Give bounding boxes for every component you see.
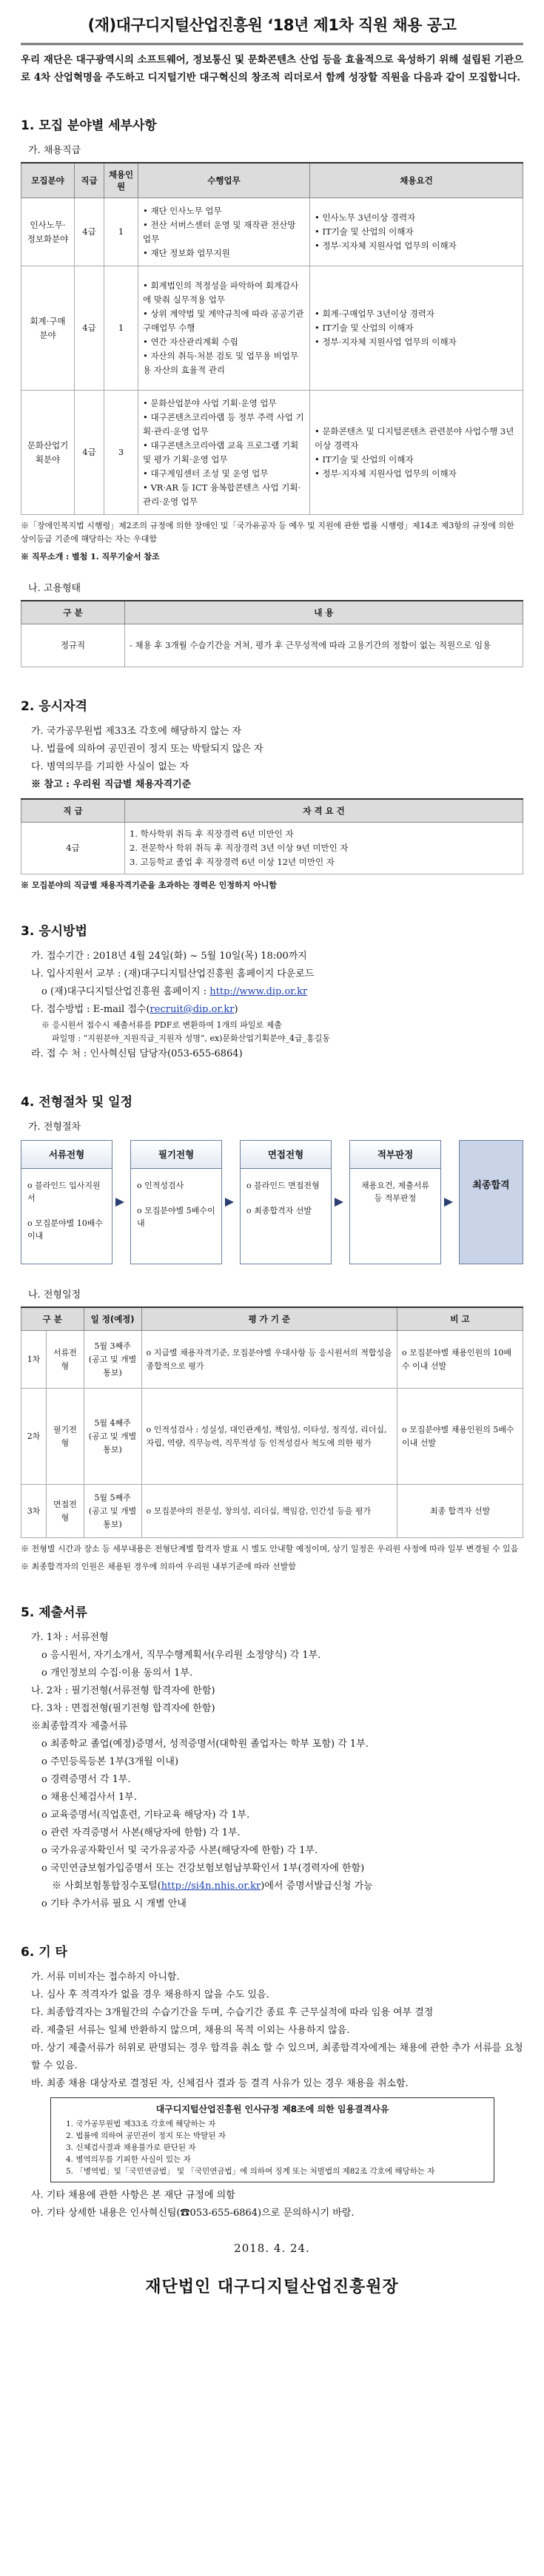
document-item: 나. 2차 : 필기전형(서류전형 합격자에 한함) — [31, 1685, 215, 1696]
table-row — [21, 624, 523, 667]
row-grade: 4급 — [75, 266, 104, 391]
section-1-heading: 1. 모집 분야별 세부사항 — [21, 118, 157, 133]
step-eligibility — [349, 1140, 441, 1264]
q-item: 2. 전문학사 학위 취득 후 직장경력 3년 이상 9년 미만인 자 — [130, 843, 349, 853]
sched-date: 5월 3째주 (공고 및 개별통보) — [84, 1331, 141, 1389]
application-form: 나. 입사지원서 교부 : (재)대구디지털산업진흥원 홈페이지 다운로드 — [31, 968, 315, 980]
step-body: o 블라인드 입사지원서 o 모집분야별 10배수이내 — [27, 1181, 103, 1241]
disqualification-item: 1. 국가공무원법 제33조 각호에 해당하는 자 — [66, 2120, 216, 2128]
row-count: 3 — [104, 391, 138, 515]
disqualification-title: 대구디지털산업진흥원 인사규정 제8조에 의한 임용결격사유 — [155, 2104, 389, 2114]
sched-date: 5월 5째주 (공고 및 개별통보) — [84, 1485, 141, 1538]
sched-col-crit: 평 가 기 준 — [141, 1307, 397, 1331]
table-row — [21, 391, 523, 515]
homepage-link[interactable]: http://www.dip.or.kr — [209, 986, 308, 997]
misc-item: 마. 상기 제출서류가 허위로 판명되는 경우 합격을 취소 할 수 있으며, 최종합격자에게는 채용에 관한 추가 서류를 요청할 수 있음. — [31, 2043, 523, 2071]
step-final-label: 최종합격 — [472, 1180, 510, 1191]
q-grade: 4급 — [21, 823, 125, 874]
sched-name: 필기전형 — [47, 1389, 84, 1485]
q-items — [125, 823, 523, 874]
sched-crit: o 지급별 채용자격기준, 모집분야별 우대사항 등 응시원서의 적합성을 종합적으로 평가 — [141, 1331, 397, 1389]
table-row — [21, 266, 523, 391]
sched-col-date: 일 정(예정) — [84, 1307, 141, 1331]
document-item: o 관련 자격증명서 사본(해당자에 한함) 각 1부. — [41, 1827, 241, 1838]
sched-col-note: 비 고 — [397, 1307, 523, 1331]
step-written — [130, 1140, 222, 1264]
document-item: 가. 1차 : 서류전형 — [31, 1632, 109, 1643]
row-field: 인사노무·정보화분야 — [21, 198, 75, 266]
filename-note: 파일명 : “지원분야_지원직급_지원자 성명”, ex)문화산업기획분야_4급_홍길동 — [52, 1034, 330, 1043]
disqualification-item: 3. 신체검사결과 채용불가로 판단된 자 — [66, 2143, 196, 2152]
disqualification-box — [50, 2097, 494, 2182]
sched-date: 5월 4째주 (공고 및 개별통보) — [84, 1389, 141, 1485]
document-item: o 주민등록등본 1부(3개월 이내) — [41, 1756, 179, 1767]
section-1a-label: 가. 채용직급 — [28, 145, 81, 156]
disability-note: ※「장애인복지법 시행령」제2조의 규정에 의한 장애인 및「국가유공자 등 예우 및 지원에 관한 법률 시행령」제14조 제3항의 규정에 의한 상이등급 기준에 해당하는 자는 우대함 — [21, 521, 514, 544]
arrow-right-icon — [443, 1195, 457, 1210]
table-row — [21, 1485, 523, 1538]
homepage-label: o (재)대구디지털산업진흥원 홈페이지 : — [41, 986, 210, 997]
step-title: 서류전형 — [21, 1141, 112, 1169]
document-item: o 최종학교 졸업(예정)증명서, 성적증명서(대학원 졸업자는 학부 포함) 각 1부. — [41, 1739, 369, 1750]
col-duties: 수행업무 — [138, 163, 310, 198]
emp-desc: - 채용 후 3개월 수습기간을 거쳐, 평가 후 근무성적에 따라 고용기간의 정함이 없는 직원으로 임용 — [125, 624, 523, 667]
row-grade: 4급 — [75, 391, 104, 515]
email-link[interactable]: recruit@dip.or.kr — [150, 1004, 235, 1015]
misc-item: 나. 심사 후 적격자가 없을 경우 채용하지 않을 수도 있음. — [31, 1989, 269, 2000]
q-item: 3. 고등학교 졸업 후 직장경력 6년 이상 12년 미만인 자 — [130, 857, 335, 867]
schedule-table — [21, 1306, 523, 1538]
emp-type: 정규직 — [21, 624, 125, 667]
step-body: o 블라인드 면접전형 o 최종합격자 선발 — [246, 1181, 320, 1215]
document-item: o 응시원서, 자기소개서, 직무수행계획서(우리원 소정양식) 각 1부. — [41, 1650, 321, 1661]
sched-no: 1차 — [21, 1331, 47, 1389]
document-item: o 국가유공자확인서 및 국가유공자증 사본(해당자에 한함) 각 1부. — [41, 1845, 318, 1856]
document-item: o 개인정보의 수집·이용 동의서 1부. — [41, 1668, 193, 1679]
qualification-reference: ※ 참고 : 우리원 직급별 채용자격기준 — [31, 779, 192, 790]
col-count: 채용인원 — [104, 163, 138, 198]
homepage-line — [21, 983, 523, 1001]
misc-item: 가. 서류 미비자는 접수하지 아니함. — [31, 1972, 180, 1983]
sched-note: 최종 합격자 선발 — [397, 1485, 523, 1538]
table-row — [21, 198, 523, 266]
grade-criteria-table — [21, 798, 523, 874]
row-count: 1 — [104, 266, 138, 391]
sched-note: o 모집분야별 채용인원의 10배수 이내 선발 — [397, 1331, 523, 1389]
documents-list — [21, 1629, 523, 1878]
disqualification-item: 5. 「병역법」및「국민연금법」 및 「국민연금법」에 의하여 징계 또는 처벌법의 제82조 각호에 해당하는 자 — [66, 2167, 435, 2176]
document-item: o 경력증명서 각 1부. — [41, 1774, 131, 1785]
misc-item: 바. 최종 채용 대상자로 결정된 자, 신체검사 결과 등 결격 사유가 있는 경우 채용을 취소함. — [31, 2078, 409, 2089]
sched-no: 2차 — [21, 1389, 47, 1485]
misc-item: 아. 기타 상세한 내용은 인사혁신팀(☎053-655-6864)으로 문의하시기 바람. — [31, 2208, 355, 2219]
emp-col-desc: 내 용 — [125, 601, 523, 624]
final-note: ※ 최종합격자의 인원은 채용된 경우에 의하여 우리원 내부기준에 따라 선발함 — [21, 1562, 296, 1571]
sched-crit: o 모집분야의 전문성, 창의성, 리더십, 책임감, 인간성 등을 평가 — [141, 1485, 397, 1538]
row-duties: • 문화산업분야 사업 기획·운영 업무 • 대구콘텐츠코리아랩 등 정부 주력 사업 기획·관리·운영 업무 • 대구콘텐츠코리아랩 교육 프로그램 기획 및 평가 기획·운영 업무 • 대구게임센터 조성 및 운영 업무 • VR·AR 등 ICT 융복합콘텐츠 사업 기획·관리·운영 업무 — [138, 391, 310, 515]
row-reqs: • 인사노무 3년이상 경력자 • IT기술 및 산업의 이해자 • 정부·지자체 지원사업 업무의 이해자 — [310, 198, 523, 266]
row-field: 회계·구매분야 — [21, 266, 75, 391]
email-line — [21, 1001, 523, 1019]
extra-docs-line: o 기타 추가서류 필요 시 개별 안내 — [41, 1898, 187, 1909]
qualification-item: 가. 국가공무원법 제33조 각호에 해당하지 않는 자 — [31, 726, 242, 737]
health-portal-line — [21, 1878, 523, 1895]
health-portal-link[interactable]: http://si4n.nhis.or.kr — [161, 1881, 261, 1892]
page-title: (재)대구디지털산업진흥원 ‘18년 제1차 직원 채용 공고 — [87, 16, 457, 34]
arrow-right-icon — [333, 1195, 348, 1210]
col-grade: 직급 — [75, 163, 104, 198]
title-divider — [21, 43, 523, 45]
disqualification-item: 2. 법률에 의하여 공민권이 정지 또는 박탈된 자 — [66, 2131, 226, 2140]
document-item: o 교육증명서(직업훈련, 기타교육 해당자) 각 1부. — [41, 1810, 250, 1821]
application-period: 가. 접수기간 : 2018년 4월 24일(화) ~ 5월 10일(목) 18:00까지 — [31, 951, 307, 962]
q-col-grade: 직 급 — [21, 799, 125, 823]
sched-name: 면접전형 — [47, 1485, 84, 1538]
document-item: ※최종합격자 제출서류 — [31, 1721, 128, 1732]
step-document — [21, 1140, 113, 1264]
issuer: 재단법인 대구디지털산업진흥원장 — [145, 2278, 399, 2296]
row-duties: • 재단 인사노무 업무 • 전산 서버스센터 운영 및 재작관 전산망 업무 • 재단 정보화 업무지원 — [138, 198, 310, 266]
sched-note: o 모집분야별 채용인원의 5배수 이내 선발 — [397, 1389, 523, 1485]
document-item: 다. 3차 : 면접전형(필기전형 합격자에 한함) — [31, 1703, 215, 1714]
job-description-note: ※ 직무소개 : 별첨 1. 직무기술서 참조 — [21, 552, 160, 562]
sched-name: 서류전형 — [47, 1331, 84, 1389]
step-title: 면접전형 — [241, 1141, 331, 1169]
section-5-heading: 5. 제출서류 — [21, 1605, 87, 1620]
section-4b-label: 나. 전형일정 — [28, 1289, 81, 1301]
email-note: ※ 응시원서 접수시 제출서류를 PDF로 변환하여 1개의 파일로 제출 — [41, 1020, 282, 1030]
step-title: 적부판정 — [350, 1141, 440, 1169]
employment-table — [21, 600, 523, 667]
row-reqs: • 문화콘텐츠 및 디지털콘텐츠 관련분야 사업수행 3년이상 경력자 • IT기술 및 산업의 이해자 • 정부·지자체 지원사업 업무의 이해자 — [310, 391, 523, 515]
career-warning: ※ 모집분야의 직급별 채용자격기준을 초과하는 경력은 인정하지 아니함 — [21, 880, 277, 890]
arrow-right-icon — [224, 1195, 238, 1210]
misc-item: 사. 기타 채용에 관한 사항은 본 재단 규정에 의함 — [31, 2190, 235, 2201]
section-2-heading: 2. 응시자격 — [21, 699, 87, 714]
email-close: ) — [234, 1004, 238, 1015]
col-field: 모집분야 — [21, 163, 75, 198]
contact-line: 라. 접 수 처 : 인사혁신팀 담당자(053-655-6864) — [31, 1048, 243, 1059]
table-row — [21, 1331, 523, 1389]
step-body: 채용요건, 제출서류 등 적부판정 — [360, 1181, 429, 1203]
row-duties: • 회계법인의 적정성을 파악하여 회계감사에 맞춰 실무적용 업무 • 상위 계약법 및 계약규칙에 따라 공공기관 구매업무 수행 • 연간 자산관리계획 수립 • 자산의 취득·처분 검토 및 업무용 비업무용 자산의 효율적 관리 — [138, 266, 310, 391]
col-reqs: 채용요건 — [310, 163, 523, 198]
sched-no: 3차 — [21, 1485, 47, 1538]
document-item: o 채용신체검사서 1부. — [41, 1792, 137, 1803]
row-field: 문화산업기획분야 — [21, 391, 75, 515]
section-3-heading: 3. 응시방법 — [21, 924, 87, 939]
row-count: 1 — [104, 198, 138, 266]
health-portal-label: ※ 사회보험통합징수포털( — [52, 1881, 161, 1892]
row-grade: 4급 — [75, 198, 104, 266]
step-interview — [240, 1140, 332, 1264]
q-col-reqs: 자 격 요 건 — [125, 799, 523, 823]
disqualification-item: 4. 병역의무를 기피한 사실이 있는 자 — [66, 2155, 191, 2164]
sched-col-type: 구 분 — [21, 1307, 84, 1331]
notice-date: 2018. 4. 24. — [234, 2242, 310, 2255]
qualification-item: 나. 법률에 의하여 공민권이 정지 또는 박탈되지 않은 자 — [31, 744, 263, 755]
step-title: 필기전형 — [131, 1141, 221, 1169]
email-label: 다. 접수방법 : E-mail 접수( — [31, 1004, 150, 1015]
section-4a-label: 가. 전형절차 — [28, 1122, 81, 1133]
step-body: o 인적성검사 o 모집분야별 5배수이내 — [137, 1181, 215, 1228]
emp-col-type: 구 분 — [21, 601, 125, 624]
document-item: o 국민연금보험가입증명서 또는 건강보험보험납부확인서 1부(경력자에 한함) — [41, 1863, 365, 1874]
schedule-note: ※ 전형별 시간과 장소 등 세부내용은 전형단계별 합격자 발표 시 별도 안내할 예정이며, 상기 일정은 우리원 사정에 따라 일부 변경될 수 있음 — [21, 1544, 519, 1554]
misc-item: 라. 제출된 서류는 일체 반환하지 않으며, 채용의 목적 이외는 사용하지 않음. — [31, 2025, 350, 2036]
section-1b-label: 나. 고용형태 — [28, 583, 81, 594]
row-reqs: • 회계·구매업무 3년이상 경력자 • IT기술 및 산업의 이해자 • 정부·지자체 지원사업 업무의 이해자 — [310, 266, 523, 391]
q-item: 1. 학사학위 취득 후 직장경력 6년 미만인 자 — [130, 829, 294, 839]
process-flow — [21, 1140, 523, 1281]
section-4-heading: 4. 전형절차 및 일정 — [21, 1095, 132, 1110]
misc-item: 다. 최종합격자는 3개월간의 수습기간을 두며, 수습기간 종료 후 근무실적에 따라 임용 여부 결정 — [31, 2007, 434, 2018]
qualification-item: 다. 병역의무를 기피한 사실이 없는 자 — [31, 761, 189, 772]
arrow-right-icon — [114, 1195, 129, 1210]
table-row — [21, 1389, 523, 1485]
positions-table — [21, 162, 523, 515]
step-final — [459, 1140, 523, 1264]
intro-paragraph: 우리 재단은 대구광역시의 소프트웨어, 정보통신 및 문화콘텐츠 산업 등을 효율적으로 육성하기 위해 설립된 기관으로 4차 산업혁명을 주도하고 디지털기반 대구혁신의 창조적 리더로서 함께 성장할 직원을 다음과 같이 모집합니다. — [21, 54, 523, 84]
sched-crit: o 인적성검사 : 성실성, 대인관계성, 책임성, 이타성, 정직성, 리더십, 자립, 역량, 직무능력, 직무적성 등 인적성검사 척도에 의한 평가 — [141, 1389, 397, 1485]
section-6-heading: 6. 기 타 — [21, 1945, 67, 1960]
table-row — [21, 823, 523, 874]
health-portal-suffix: )에서 증명서발급신청 가능 — [261, 1881, 373, 1892]
